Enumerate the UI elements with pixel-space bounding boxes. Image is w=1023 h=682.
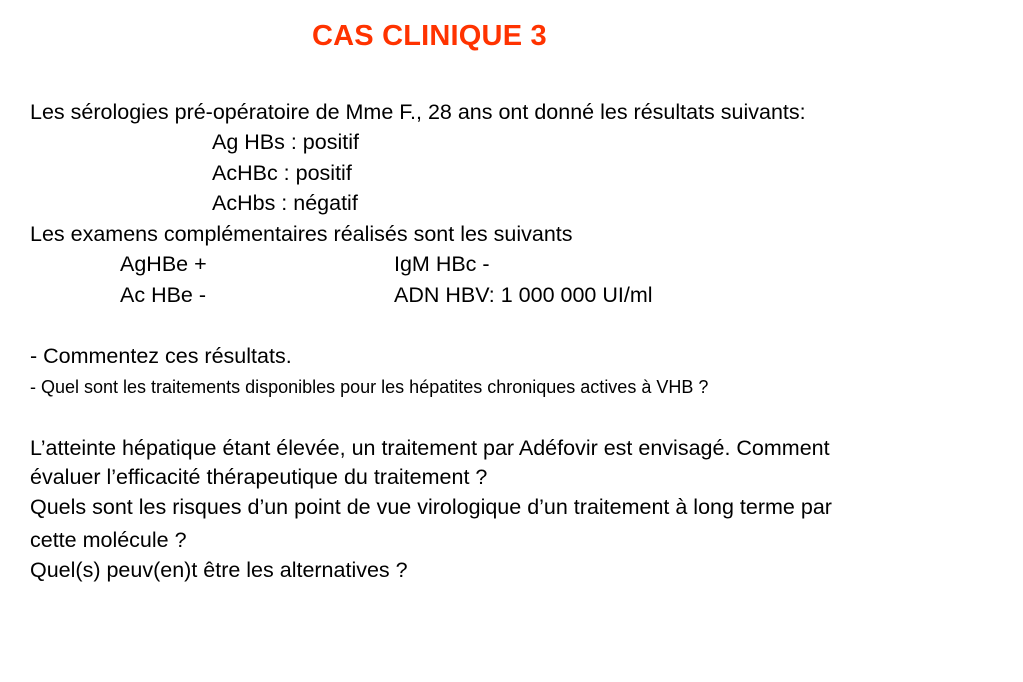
serology-achbs: AcHbs : négatif [212, 191, 358, 215]
exam-ac-hbe: Ac HBe - [120, 283, 207, 307]
exam-igm-hbc: IgM HBc - [394, 252, 490, 276]
exam-adn-hbv: ADN HBV: 1 000 000 UI/ml [394, 283, 653, 307]
paragraph-line-4: cette molécule ? [30, 528, 187, 552]
paragraph-line-5: Quel(s) peuv(en)t être les alternatives ? [30, 558, 408, 582]
serology-achbc: AcHBc : positif [212, 161, 352, 185]
exams-intro: Les examens complémentaires réalisés sont les suivants [30, 222, 573, 246]
question-treatments: - Quel sont les traitements disponibles pour les hépatites chroniques actives à VHB ? [30, 377, 709, 397]
serology-ag-hbs: Ag HBs : positif [212, 130, 359, 154]
exam-aghbe: AgHBe + [120, 252, 207, 276]
question-comment: - Commentez ces résultats. [30, 344, 292, 368]
slide-title: CAS CLINIQUE 3 [312, 20, 547, 52]
intro-text: Les sérologies pré-opératoire de Mme F., 28 ans ont donné les résultats suivants: [30, 100, 806, 124]
paragraph-line-3: Quels sont les risques d’un point de vue virologique d’un traitement à long terme par [30, 495, 832, 519]
paragraph-line-1: L’atteinte hépatique étant élevée, un traitement par Adéfovir est envisagé. Comment [30, 436, 830, 460]
paragraph-line-2: évaluer l’efficacité thérapeutique du traitement ? [30, 465, 488, 489]
